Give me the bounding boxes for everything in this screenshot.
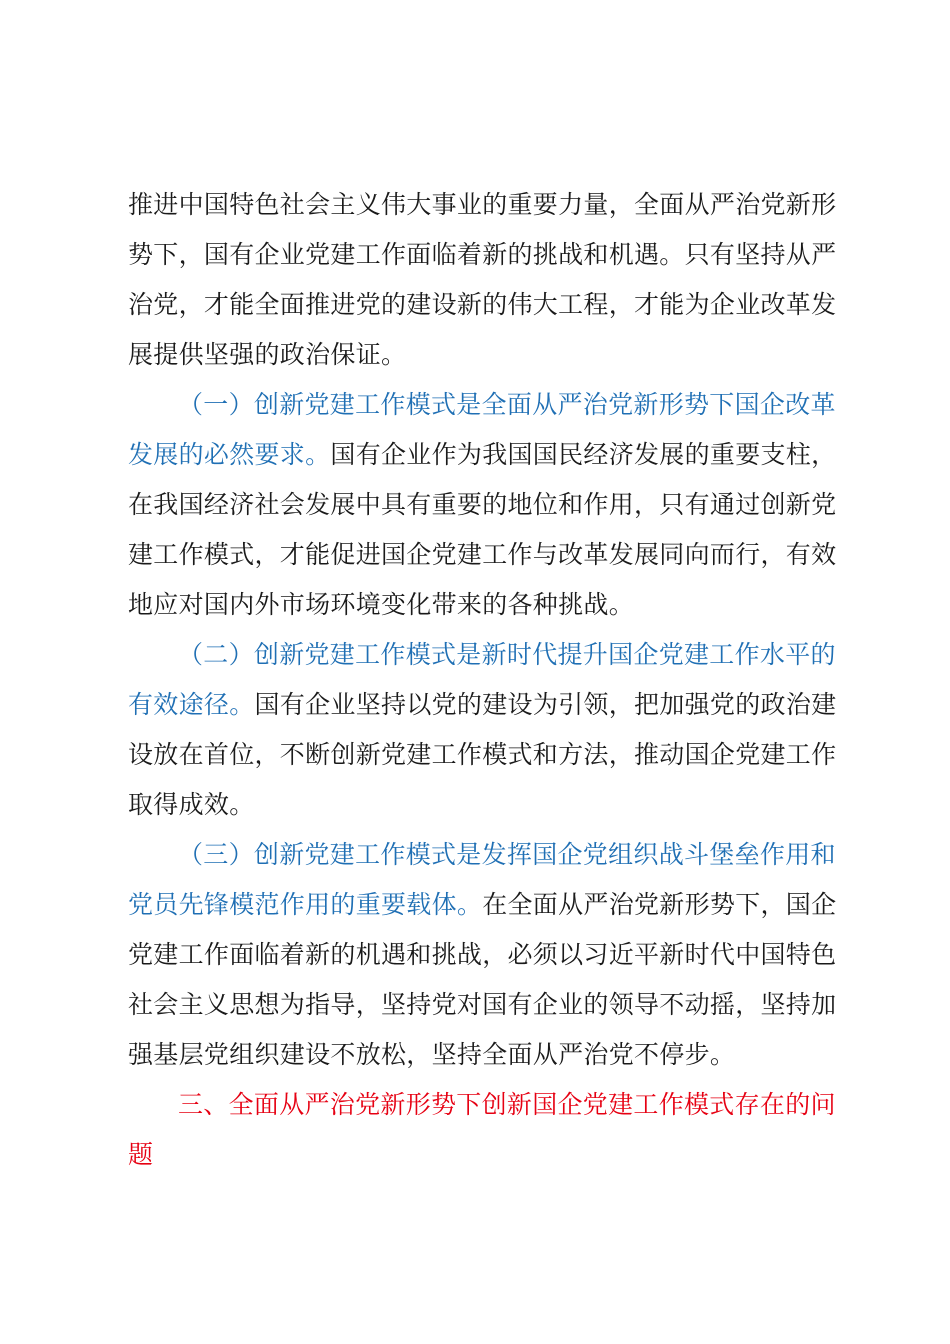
subheading-line: （一）创新党建工作模式是全面从严治党新形势下国企改革 <box>178 390 836 419</box>
section-heading-line: 题 <box>128 1140 154 1169</box>
document-page <box>128 180 844 1180</box>
text-line: 治党，才能全面推进党的建设新的伟大工程，才能为企业改革发 <box>128 290 837 319</box>
text-line: 强基层党组织建设不放松，坚持全面从严治党不停步。 <box>128 1040 736 1069</box>
paragraph-point-1 <box>128 380 844 630</box>
subheading-tail: 发展的必然要求。 <box>128 440 331 469</box>
mixed-line <box>128 880 844 930</box>
subheading-tail: 党员先锋模范作用的重要载体。 <box>128 890 483 919</box>
text-span: 国有企业坚持以党的建设为引领，把加强党的政治建 <box>254 690 837 719</box>
subheading-line: （三）创新党建工作模式是发挥国企党组织战斗堡垒作用和 <box>178 840 836 869</box>
paragraph-point-3 <box>128 830 844 1080</box>
text-span: 在全面从严治党新形势下，国企 <box>482 890 837 919</box>
text-line: 势下，国有企业党建工作面临着新的挑战和机遇。只有坚持从严 <box>128 240 837 269</box>
text-line: 取得成效。 <box>128 790 255 819</box>
section-heading-line: 三、全面从严治党新形势下创新国企党建工作模式存在的问 <box>178 1090 836 1119</box>
subheading-tail: 有效途径。 <box>128 690 255 719</box>
subheading-line: （二）创新党建工作模式是新时代提升国企党建工作水平的 <box>178 640 836 669</box>
mixed-line <box>128 680 844 730</box>
text-line: 党建工作面临着新的机遇和挑战，必须以习近平新时代中国特色 <box>128 940 837 969</box>
text-span: 国有企业作为我国国民经济发展的重要支柱， <box>330 440 837 469</box>
paragraph-point-2 <box>128 630 844 830</box>
mixed-line <box>128 430 844 480</box>
text-line: 建工作模式，才能促进国企党建工作与改革发展同向而行，有效 <box>128 540 837 569</box>
paragraph-intro <box>128 180 844 380</box>
text-line: 社会主义思想为指导，坚持党对国有企业的领导不动摇，坚持加 <box>128 990 837 1019</box>
text-line: 推进中国特色社会主义伟大事业的重要力量，全面从严治党新形 <box>128 190 837 219</box>
text-line: 在我国经济社会发展中具有重要的地位和作用，只有通过创新党 <box>128 490 837 519</box>
section-heading-3 <box>128 1080 844 1180</box>
text-line: 设放在首位，不断创新党建工作模式和方法，推动国企党建工作 <box>128 740 837 769</box>
text-line: 地应对国内外市场环境变化带来的各种挑战。 <box>128 590 635 619</box>
text-line: 展提供坚强的政治保证。 <box>128 340 407 369</box>
